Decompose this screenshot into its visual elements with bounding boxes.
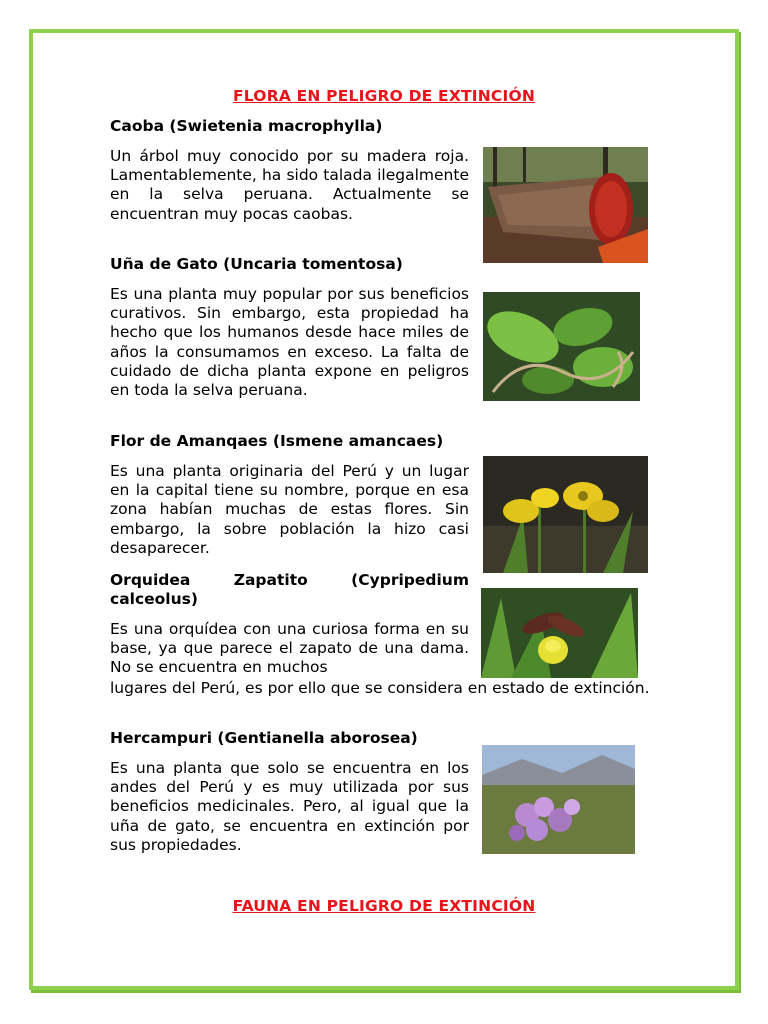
species-text-hercampuri: Es una planta que solo se encuentra en los andes del Perú y es muy utilizada por sus beneficios medicinales. Pero, al igual que la uña de gato, se encuentra en extinción por sus propiedades. [110, 759, 469, 854]
species-text-una-de-gato: Es una planta muy popular por sus beneficios curativos. Sin embargo, esta propiedad ha hecho que los humanos desde hace miles de años la consumamos en exceso. La falta de cuidado de dicha planta expone en peligros en toda la selva peruana. [110, 285, 469, 400]
amancaes-flower-photo [483, 456, 648, 573]
species-text-amancaes: Es una planta originaria del Perú y un lugar en la capital tiene su nombre, porque en esa zona habían muchas de estas flores. Sin embargo, la sobre población la hizo casi desaparecer. [110, 462, 469, 557]
species-title-orquidea-text: Orquidea Zapatito (Cypripedium calceolus) [110, 571, 469, 608]
orquidea-zapatito-photo [481, 588, 638, 678]
species-title-caoba: Caoba (Swietenia macrophylla) [110, 117, 383, 135]
species-text-orquidea-part2: lugares del Perú, es por ello que se considera en estado de extinción. [110, 679, 650, 697]
una-de-gato-photo [483, 292, 640, 401]
species-title-orquidea [110, 571, 469, 609]
caoba-log-photo [483, 147, 648, 263]
species-text-caoba: Un árbol muy conocido por su madera roja. Lamentablemente, ha sido talada ilegalmente en la selva peruana. Actualmente se encuentran muy pocas caobas. [110, 147, 469, 223]
species-title-amancaes: Flor de Amanqaes (Ismene amancaes) [110, 432, 444, 450]
flora-heading: FLORA EN PELIGRO DE EXTINCIÓN [233, 87, 535, 105]
species-title-hercampuri: Hercampuri (Gentianella aborosea) [110, 729, 418, 747]
species-title-una-de-gato: Uña de Gato (Uncaria tomentosa) [110, 255, 403, 273]
fauna-heading: FAUNA EN PELIGRO DE EXTINCIÓN [232, 897, 536, 915]
hercampuri-photo [482, 745, 635, 854]
species-text-orquidea-part1: Es una orquídea con una curiosa forma en su base, ya que parece el zapato de una dama. No se encuentra en muchos [110, 620, 469, 677]
